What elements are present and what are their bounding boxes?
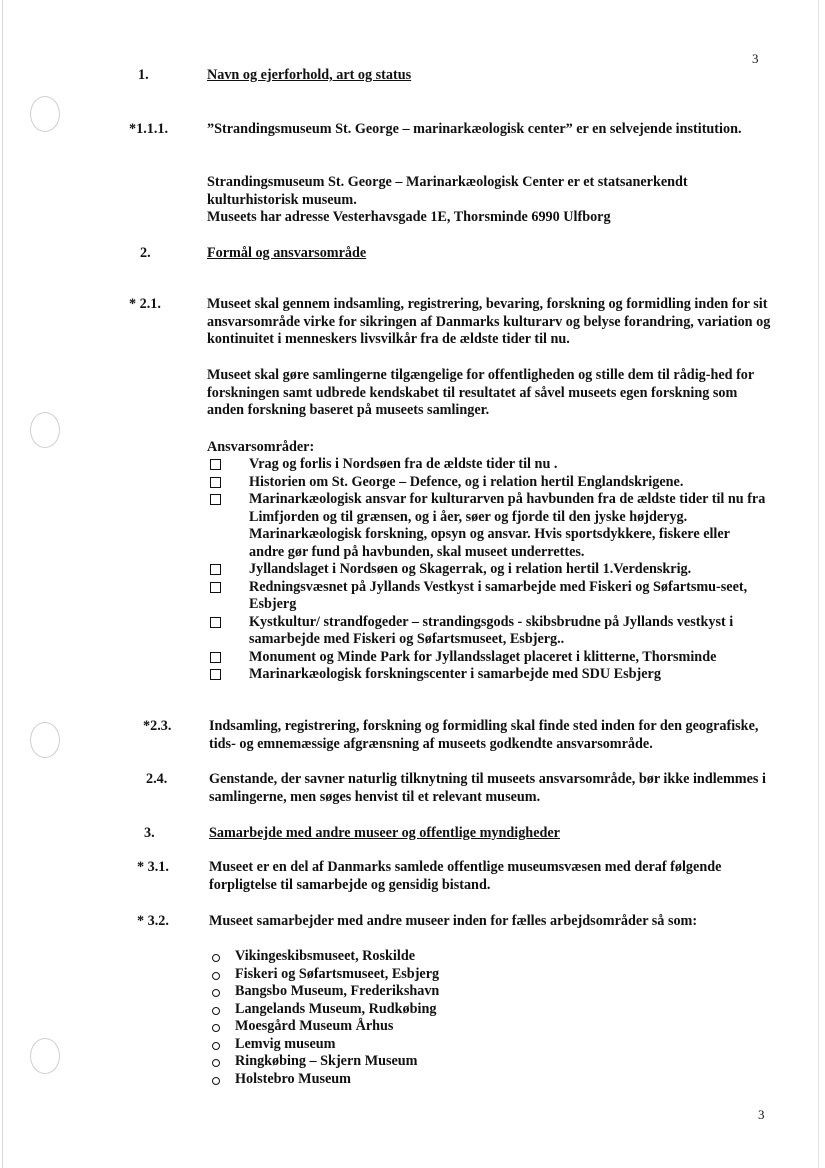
checkbox-icon — [210, 582, 221, 593]
section-2-4-text: Genstande, der savner naturlig tilknytning til museets ansvarsområde, bør ikke indlemmes i samlingerne, men søges henvist til et relevant museum. — [209, 771, 766, 805]
areas-label: Ansvarsområder: — [207, 439, 315, 455]
punch-hole-2 — [30, 412, 60, 448]
circle-bullet-icon — [212, 1059, 220, 1067]
section-1-1-1-p1: ”Strandingsmuseum St. George – marinarkæologisk center” er en selvejende institution. — [207, 121, 742, 137]
section-2-1-text-2 — [207, 367, 767, 420]
list-item: Jyllandslaget i Nordsøen og Skagerrak, og i relation hertil 1.Verdenskrig. — [208, 561, 768, 579]
section-1-1-1-text-2 — [207, 174, 767, 227]
punch-hole-4 — [30, 1038, 60, 1074]
section-3-2-text: Museet samarbejder med andre museer inden for fælles arbejdsområder så som: — [209, 913, 698, 929]
section-1-1-1-p2b: Museets har adresse Vesterhavsgade 1E, Thorsminde 6990 Ulfborg — [207, 209, 611, 225]
section-3-2-number: * 3.2. — [137, 913, 169, 929]
circle-bullet-icon — [212, 1042, 220, 1050]
punch-hole-3 — [30, 722, 60, 758]
checkbox-icon — [210, 477, 221, 488]
section-3-heading: Samarbejde med andre museer og offentlige myndigheder — [209, 825, 560, 841]
scan-edge-left — [2, 0, 3, 1168]
section-2-3-number: *2.3. — [143, 718, 172, 734]
section-2-1-p2: Museet skal gøre samlingerne tilgængelige for offentligheden og stille dem til rådig-hed for forskningen samt udbrede kendskabet til resultatet af såvel museets egen forskning som anden forskning baseret på museets samlinger. — [207, 367, 754, 418]
list-item: Fiskeri og Søfartsmuseet, Esbjerg — [209, 966, 769, 984]
page-number-top: 3 — [752, 51, 759, 66]
list-item: Vrag og forlis i Nordsøen fra de ældste tider til nu . — [208, 456, 768, 474]
section-2-3-text: Indsamling, registrering, forskning og formidling skal finde sted inden for den geografiske, tids- og emnemæssige afgrænsning af museets godkendte ansvarsområde. — [209, 718, 759, 752]
list-item: Historien om St. George – Defence, og i relation hertil Englandskrigene. — [208, 474, 768, 492]
checkbox-icon — [210, 669, 221, 680]
section-1-heading: Navn og ejerforhold, art og status — [207, 67, 412, 83]
checkbox-icon — [210, 652, 221, 663]
section-3-1-number: * 3.1. — [137, 859, 169, 875]
list-item: Bangsbo Museum, Frederikshavn — [209, 983, 769, 1001]
museums-list — [209, 948, 769, 1088]
list-item: Ringkøbing – Skjern Museum — [209, 1053, 769, 1071]
section-1-1-1-text — [207, 121, 767, 139]
list-item: Marinarkæologisk ansvar for kulturarven på havbunden fra de ældste tider til nu fra Limfjorden og til grænsen, og i åer, søer og fjorde til den jyske højderyg. Marinarkæologisk forskning, opsyn og ansvar. Hvis sportsdykkere, fiskere eller andre gør fund på havbunden, skal museet underrettes. — [208, 491, 768, 561]
section-2-number: 2. — [140, 245, 151, 261]
circle-bullet-icon — [212, 972, 220, 980]
section-3-1-text: Museet er en del af Danmarks samlede offentlige museumsvæsen med deraf følgende forpligtelse til samarbejde og gensidig bistand. — [209, 859, 722, 893]
list-item: Vikingeskibsmuseet, Roskilde — [209, 948, 769, 966]
circle-bullet-icon — [212, 989, 220, 997]
section-1-1-1-number: *1.1.1. — [129, 121, 169, 137]
section-3-number: 3. — [144, 825, 155, 841]
list-item: Kystkultur/ strandfogeder – strandingsgods - skibsbrudne på Jyllands vestkyst i samarbejde med Fiskeri og Søfartsmuseet, Esbjerg.. — [208, 614, 768, 649]
circle-bullet-icon — [212, 1024, 220, 1032]
checkbox-icon — [210, 459, 221, 470]
list-item: Redningsvæsnet på Jyllands Vestkyst i samarbejde med Fiskeri og Søfartsmu-seet, Esbjerg — [208, 579, 768, 614]
circle-bullet-icon — [212, 1007, 220, 1015]
checkbox-icon — [210, 564, 221, 575]
list-item: Lemvig museum — [209, 1036, 769, 1054]
punch-hole-1 — [30, 96, 60, 132]
list-item: Langelands Museum, Rudkøbing — [209, 1001, 769, 1019]
list-item: Monument og Minde Park for Jyllandsslaget placeret i klitterne, Thorsminde — [208, 649, 768, 667]
section-2-heading: Formål og ansvarsområde — [207, 245, 367, 261]
scan-edge-right — [818, 0, 819, 1168]
section-2-4-number: 2.4. — [146, 771, 168, 787]
section-1-1-1-p2a: Strandingsmuseum St. George – Marinarkæologisk Center er et statsanerkendt kulturhistorisk museum. — [207, 174, 688, 208]
section-2-1-text — [207, 296, 782, 349]
section-2-1-number: * 2.1. — [129, 296, 161, 312]
checkbox-icon — [210, 617, 221, 628]
section-1-number: 1. — [138, 67, 149, 83]
list-item: Moesgård Museum Århus — [209, 1018, 769, 1036]
circle-bullet-icon — [212, 954, 220, 962]
circle-bullet-icon — [212, 1077, 220, 1085]
list-item: Holstebro Museum — [209, 1071, 769, 1089]
section-2-1-p1: Museet skal gennem indsamling, registrering, bevaring, forskning og formidling inden for sit ansvarsområde virke for sikringen af Danmarks kulturarv og belyse forandring, variation og kontinuitet i menneskers livsvilkår fra de ældste tider til nu. — [207, 296, 771, 347]
checkbox-icon — [210, 494, 221, 505]
list-item: Marinarkæologisk forskningscenter i samarbejde med SDU Esbjerg — [208, 666, 768, 684]
page-number-bottom: 3 — [758, 1107, 765, 1122]
areas-list — [208, 456, 768, 684]
